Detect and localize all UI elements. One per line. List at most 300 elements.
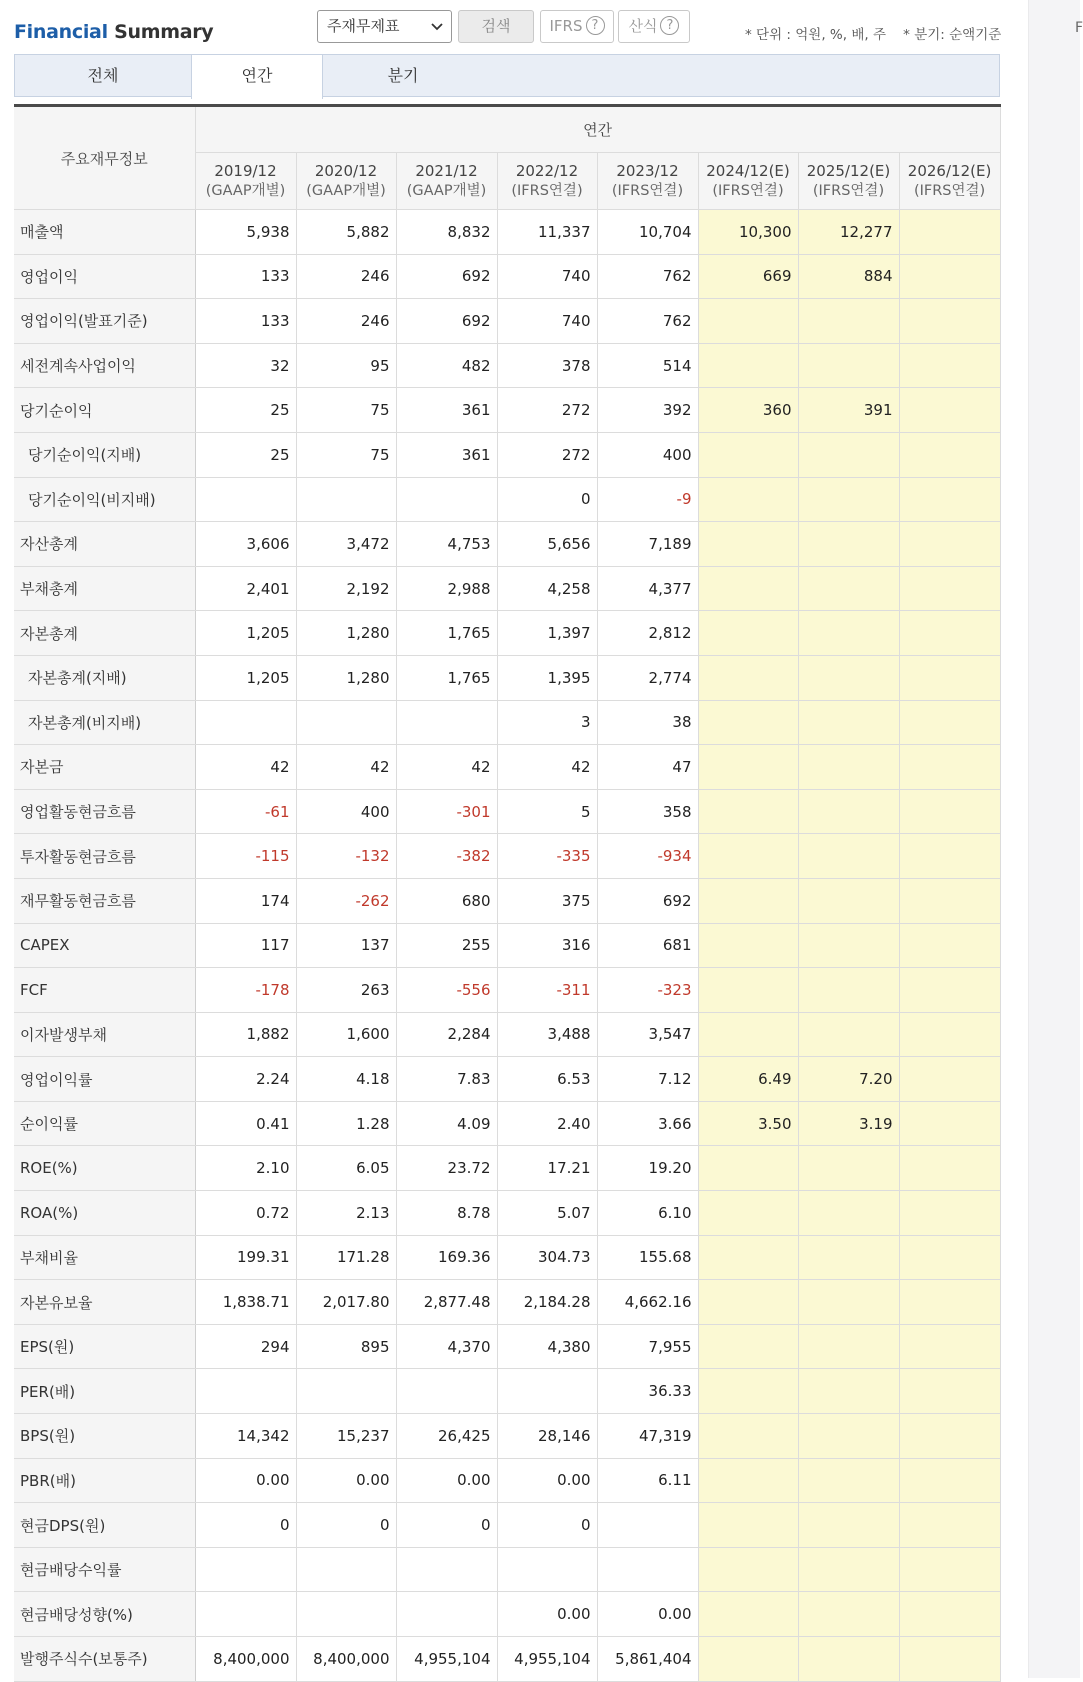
- table-cell: -262: [296, 878, 396, 923]
- table-cell: 3,488: [497, 1012, 597, 1057]
- table-cell: [798, 878, 899, 923]
- table-cell: [698, 1235, 798, 1280]
- table-cell: [396, 1369, 497, 1414]
- table-cell: 681: [597, 923, 698, 968]
- period-label: 2022/12: [515, 162, 579, 180]
- table-cell: 6.05: [296, 1146, 396, 1191]
- statement-type-select[interactable]: [317, 10, 452, 43]
- table-cell: 1.28: [296, 1101, 396, 1146]
- table-cell: 7,955: [597, 1324, 698, 1369]
- row-label: 영업활동현금흐름: [14, 789, 195, 834]
- statement-type-value: 주재무제표: [327, 17, 400, 35]
- table-cell: 26,425: [396, 1414, 497, 1459]
- table-cell: 263: [296, 968, 396, 1013]
- table-cell: 0: [296, 1503, 396, 1548]
- table-cell: 272: [497, 388, 597, 433]
- table-cell: [798, 1324, 899, 1369]
- table-cell: 7.12: [597, 1057, 698, 1102]
- title-summary: Summary: [114, 21, 214, 43]
- table-cell: -178: [195, 968, 296, 1013]
- table-cell: [698, 789, 798, 834]
- table-cell: [698, 432, 798, 477]
- table-cell: 36.33: [597, 1369, 698, 1414]
- table-cell: 2,401: [195, 566, 296, 611]
- row-label: 영업이익: [14, 254, 195, 299]
- table-cell: [798, 834, 899, 879]
- table-cell: [899, 878, 1000, 923]
- row-label: 이자발생부채: [14, 1012, 195, 1057]
- table-cell: [798, 1637, 899, 1682]
- table-cell: [396, 1547, 497, 1592]
- unit-note: * 단위 : 억원, %, 배, 주 * 분기: 순액기준: [745, 27, 1002, 43]
- table-cell: [698, 1369, 798, 1414]
- table-cell: [698, 1280, 798, 1325]
- row-label: 영업이익률: [14, 1057, 195, 1102]
- table-cell: 8,400,000: [195, 1637, 296, 1682]
- question-icon: ?: [660, 16, 679, 35]
- table-cell: 6.49: [698, 1057, 798, 1102]
- table-cell: [798, 700, 899, 745]
- table-cell: 17.21: [497, 1146, 597, 1191]
- table-cell: -556: [396, 968, 497, 1013]
- table-cell: 14,342: [195, 1414, 296, 1459]
- period-label: 2021/12: [415, 162, 478, 180]
- row-label: 영업이익(발표기준): [14, 299, 195, 344]
- table-cell: 12,277: [798, 210, 899, 255]
- row-label: 당기순이익(비지배): [14, 477, 195, 522]
- table-cell: -132: [296, 834, 396, 879]
- table-cell: 25: [195, 432, 296, 477]
- question-icon: ?: [586, 16, 605, 35]
- table-cell: [798, 1146, 899, 1191]
- table-cell: 0.41: [195, 1101, 296, 1146]
- table-cell: 6.10: [597, 1191, 698, 1236]
- table-row: [14, 388, 1000, 433]
- title-financial: Financial: [14, 21, 108, 43]
- period-header: [296, 153, 396, 210]
- table-cell: 25: [195, 388, 296, 433]
- table-row: [14, 878, 1000, 923]
- table-cell: 400: [296, 789, 396, 834]
- table-cell: 5,656: [497, 522, 597, 567]
- table-cell: -335: [497, 834, 597, 879]
- table-cell: 137: [296, 923, 396, 968]
- row-label: ROE(%): [14, 1146, 195, 1191]
- table-cell: 2,017.80: [296, 1280, 396, 1325]
- table-cell: -115: [195, 834, 296, 879]
- table-cell: -934: [597, 834, 698, 879]
- table-cell: [698, 566, 798, 611]
- table-cell: 391: [798, 388, 899, 433]
- table-cell: [899, 1458, 1000, 1503]
- table-row: [14, 968, 1000, 1013]
- period-basis: (IFRS연결): [712, 183, 784, 199]
- table-cell: 5: [497, 789, 597, 834]
- table-cell: 246: [296, 299, 396, 344]
- row-label: 발행주식수(보통주): [14, 1637, 195, 1682]
- table-cell: [798, 968, 899, 1013]
- table-cell: 47,319: [597, 1414, 698, 1459]
- table-row: [14, 1146, 1000, 1191]
- period-basis: (IFRS연결): [511, 183, 583, 199]
- table-cell: [899, 1191, 1000, 1236]
- table-cell: 5.07: [497, 1191, 597, 1236]
- table-row: [14, 1101, 1000, 1146]
- table-cell: [698, 834, 798, 879]
- table-row: [14, 210, 1000, 255]
- table-cell: 3,472: [296, 522, 396, 567]
- table-row: [14, 1547, 1000, 1592]
- table-cell: 3.66: [597, 1101, 698, 1146]
- table-cell: 316: [497, 923, 597, 968]
- table-cell: 1,765: [396, 655, 497, 700]
- table-cell: 762: [597, 254, 698, 299]
- table-cell: [798, 477, 899, 522]
- table-cell: 3.50: [698, 1101, 798, 1146]
- table-cell: 1,280: [296, 655, 396, 700]
- table-cell: [899, 1235, 1000, 1280]
- table-cell: 0.72: [195, 1191, 296, 1236]
- table-cell: 4,955,104: [497, 1637, 597, 1682]
- table-cell: 1,882: [195, 1012, 296, 1057]
- table-cell: 2.10: [195, 1146, 296, 1191]
- table-cell: [899, 1146, 1000, 1191]
- table-cell: 8,400,000: [296, 1637, 396, 1682]
- row-label: PER(배): [14, 1369, 195, 1414]
- table-cell: 4,377: [597, 566, 698, 611]
- table-cell: [698, 1012, 798, 1057]
- table-cell: -61: [195, 789, 296, 834]
- row-label: 현금배당수익률: [14, 1547, 195, 1592]
- table-cell: 2.24: [195, 1057, 296, 1102]
- row-label: 자본총계(비지배): [14, 700, 195, 745]
- table-cell: -9: [597, 477, 698, 522]
- table-cell: [597, 1547, 698, 1592]
- table-cell: 8.78: [396, 1191, 497, 1236]
- table-cell: 0: [497, 1503, 597, 1548]
- right-edge-text: F: [1075, 20, 1083, 36]
- row-label: FCF: [14, 968, 195, 1013]
- table-cell: 10,300: [698, 210, 798, 255]
- table-cell: [698, 1146, 798, 1191]
- period-basis: (GAAP개별): [406, 183, 487, 199]
- table-cell: [195, 700, 296, 745]
- table-cell: [698, 968, 798, 1013]
- table-cell: [396, 700, 497, 745]
- table-cell: 0: [396, 1503, 497, 1548]
- table-cell: [798, 1547, 899, 1592]
- table-cell: [899, 522, 1000, 567]
- table-cell: [899, 789, 1000, 834]
- table-cell: 8,832: [396, 210, 497, 255]
- table-cell: 692: [597, 878, 698, 923]
- tab-annual[interactable]: 연간: [191, 55, 323, 99]
- ifrs-label: IFRS: [549, 17, 583, 35]
- table-cell: 4.18: [296, 1057, 396, 1102]
- table-cell: [798, 1012, 899, 1057]
- table-cell: [698, 923, 798, 968]
- table-cell: 272: [497, 432, 597, 477]
- table-cell: 3,606: [195, 522, 296, 567]
- table-cell: [296, 1592, 396, 1637]
- table-cell: [899, 1057, 1000, 1102]
- period-label: 2024/12(E): [706, 162, 790, 180]
- table-cell: [698, 700, 798, 745]
- page-title: [14, 21, 213, 43]
- chevron-down-icon: [429, 11, 445, 42]
- table-cell: [698, 611, 798, 656]
- table-cell: 23.72: [396, 1146, 497, 1191]
- table-row: [14, 343, 1000, 388]
- row-label: 당기순이익(지배): [14, 432, 195, 477]
- table-cell: -301: [396, 789, 497, 834]
- table-cell: 42: [195, 745, 296, 790]
- table-cell: [899, 1324, 1000, 1369]
- table-cell: [296, 1547, 396, 1592]
- table-cell: 7.83: [396, 1057, 497, 1102]
- table-cell: 133: [195, 254, 296, 299]
- table-row: [14, 254, 1000, 299]
- table-cell: 4,380: [497, 1324, 597, 1369]
- table-cell: 28,146: [497, 1414, 597, 1459]
- table-cell: 4,753: [396, 522, 497, 567]
- table-row: [14, 477, 1000, 522]
- table-cell: 1,395: [497, 655, 597, 700]
- table-cell: 4,258: [497, 566, 597, 611]
- table-cell: 669: [698, 254, 798, 299]
- table-cell: 304.73: [497, 1235, 597, 1280]
- table-cell: [195, 1369, 296, 1414]
- row-label: 자본총계: [14, 611, 195, 656]
- tab-quarterly[interactable]: 분기: [387, 66, 419, 85]
- table-cell: [296, 477, 396, 522]
- table-row: [14, 1369, 1000, 1414]
- table-cell: 2,774: [597, 655, 698, 700]
- table-cell: 294: [195, 1324, 296, 1369]
- table-cell: 884: [798, 254, 899, 299]
- table-cell: [899, 1637, 1000, 1682]
- period-header: [195, 153, 296, 210]
- table-row: [14, 299, 1000, 344]
- row-label: EPS(원): [14, 1324, 195, 1369]
- table-cell: 740: [497, 299, 597, 344]
- table-cell: 895: [296, 1324, 396, 1369]
- row-label: 부채총계: [14, 566, 195, 611]
- table-cell: 75: [296, 432, 396, 477]
- table-cell: 360: [698, 388, 798, 433]
- row-label: 당기순이익: [14, 388, 195, 433]
- table-cell: 2,184.28: [497, 1280, 597, 1325]
- table-cell: [899, 566, 1000, 611]
- table-cell: [798, 1369, 899, 1414]
- corner-header: 주요재무정보: [14, 106, 195, 210]
- table-cell: 15,237: [296, 1414, 396, 1459]
- table-cell: 19.20: [597, 1146, 698, 1191]
- table-cell: [899, 254, 1000, 299]
- table-row: [14, 923, 1000, 968]
- row-label: 매출액: [14, 210, 195, 255]
- table-row: [14, 789, 1000, 834]
- table-cell: 5,938: [195, 210, 296, 255]
- table-cell: [899, 834, 1000, 879]
- table-cell: 2,812: [597, 611, 698, 656]
- table-cell: [798, 343, 899, 388]
- table-cell: 3.19: [798, 1101, 899, 1146]
- row-label: CAPEX: [14, 923, 195, 968]
- table-cell: 762: [597, 299, 698, 344]
- table-cell: [497, 1547, 597, 1592]
- table-cell: [698, 1191, 798, 1236]
- table-cell: [798, 1458, 899, 1503]
- table-cell: 361: [396, 432, 497, 477]
- table-row: [14, 834, 1000, 879]
- sansik-label: 산식: [628, 17, 658, 35]
- table-cell: 169.36: [396, 1235, 497, 1280]
- table-cell: [698, 1458, 798, 1503]
- period-header: [396, 153, 497, 210]
- table-cell: [597, 1503, 698, 1548]
- tab-all[interactable]: 전체: [87, 66, 119, 85]
- formula-help-button[interactable]: [618, 10, 690, 43]
- table-cell: 1,205: [195, 655, 296, 700]
- table-cell: 2.13: [296, 1191, 396, 1236]
- table-cell: [698, 1503, 798, 1548]
- table-cell: [698, 522, 798, 567]
- table-cell: 171.28: [296, 1235, 396, 1280]
- table-cell: -382: [396, 834, 497, 879]
- table-cell: [798, 611, 899, 656]
- table-cell: 0.00: [497, 1592, 597, 1637]
- table-cell: 2.40: [497, 1101, 597, 1146]
- table-cell: 1,205: [195, 611, 296, 656]
- period-label: 2019/12: [214, 162, 277, 180]
- table-cell: [798, 745, 899, 790]
- table-cell: 10,704: [597, 210, 698, 255]
- table-cell: [899, 745, 1000, 790]
- table-row: [14, 1637, 1000, 1682]
- row-label: 자본총계(지배): [14, 655, 195, 700]
- table-cell: 0.00: [195, 1458, 296, 1503]
- table-cell: 375: [497, 878, 597, 923]
- table-cell: [899, 1280, 1000, 1325]
- table-cell: [798, 522, 899, 567]
- table-cell: 11,337: [497, 210, 597, 255]
- period-header: [899, 153, 1000, 210]
- table-cell: [899, 210, 1000, 255]
- table-cell: [798, 1235, 899, 1280]
- financial-summary-table: [14, 104, 1001, 1682]
- table-cell: [396, 477, 497, 522]
- table-cell: [899, 923, 1000, 968]
- table-cell: 1,280: [296, 611, 396, 656]
- table-row: [14, 1191, 1000, 1236]
- table-cell: 3: [497, 700, 597, 745]
- table-cell: 47: [597, 745, 698, 790]
- table-cell: 0: [497, 477, 597, 522]
- table-cell: 0.00: [597, 1592, 698, 1637]
- table-cell: 514: [597, 343, 698, 388]
- table-cell: [396, 1592, 497, 1637]
- table-cell: 740: [497, 254, 597, 299]
- row-label: 자산총계: [14, 522, 195, 567]
- table-row: [14, 1414, 1000, 1459]
- table-cell: 7,189: [597, 522, 698, 567]
- table-cell: [899, 432, 1000, 477]
- table-cell: [798, 299, 899, 344]
- period-basis: (IFRS연결): [913, 183, 986, 199]
- table-cell: [698, 1592, 798, 1637]
- period-header: [798, 153, 899, 210]
- table-cell: 5,882: [296, 210, 396, 255]
- table-row: [14, 655, 1000, 700]
- table-cell: [798, 1191, 899, 1236]
- annual-group-header: 연간: [195, 106, 1000, 153]
- table-cell: [195, 477, 296, 522]
- table-cell: [899, 611, 1000, 656]
- table-cell: 6.53: [497, 1057, 597, 1102]
- table-cell: 692: [396, 299, 497, 344]
- row-label: 현금DPS(원): [14, 1503, 195, 1548]
- table-cell: 42: [497, 745, 597, 790]
- table-cell: 199.31: [195, 1235, 296, 1280]
- table-cell: 358: [597, 789, 698, 834]
- period-basis: (IFRS연결): [812, 183, 885, 199]
- header-bar: [14, 10, 1000, 50]
- table-cell: [698, 1414, 798, 1459]
- table-cell: 155.68: [597, 1235, 698, 1280]
- table-cell: 42: [396, 745, 497, 790]
- table-cell: 1,765: [396, 611, 497, 656]
- table-cell: 38: [597, 700, 698, 745]
- row-label: 현금배당성향(%): [14, 1592, 195, 1637]
- table-cell: [798, 1592, 899, 1637]
- row-label: ROA(%): [14, 1191, 195, 1236]
- table-cell: 3,547: [597, 1012, 698, 1057]
- period-label: 2020/12: [314, 162, 378, 180]
- table-row: [14, 1503, 1000, 1548]
- table-row: [14, 700, 1000, 745]
- table-cell: [698, 878, 798, 923]
- table-cell: [798, 566, 899, 611]
- table-row: [14, 1458, 1000, 1503]
- table-cell: 6.11: [597, 1458, 698, 1503]
- table-cell: 2,988: [396, 566, 497, 611]
- table-cell: [899, 655, 1000, 700]
- table-cell: 32: [195, 343, 296, 388]
- row-label: 재무활동현금흐름: [14, 878, 195, 923]
- table-cell: 0.00: [497, 1458, 597, 1503]
- table-cell: [195, 1592, 296, 1637]
- table-cell: 4,955,104: [396, 1637, 497, 1682]
- period-basis: (GAAP개별): [306, 183, 386, 199]
- table-row: [14, 1057, 1000, 1102]
- period-header: [597, 153, 698, 210]
- table-cell: 0: [195, 1503, 296, 1548]
- table-row: [14, 611, 1000, 656]
- ifrs-help-button[interactable]: [540, 10, 614, 43]
- table-cell: 1,600: [296, 1012, 396, 1057]
- table-cell: -311: [497, 968, 597, 1013]
- table-cell: 4,662.16: [597, 1280, 698, 1325]
- period-header: [497, 153, 597, 210]
- row-label: 순이익률: [14, 1101, 195, 1146]
- search-button[interactable]: 검색: [458, 10, 534, 43]
- table-cell: [899, 1012, 1000, 1057]
- table-cell: 174: [195, 878, 296, 923]
- table-cell: 680: [396, 878, 497, 923]
- row-label: 자본금: [14, 745, 195, 790]
- table-cell: 378: [497, 343, 597, 388]
